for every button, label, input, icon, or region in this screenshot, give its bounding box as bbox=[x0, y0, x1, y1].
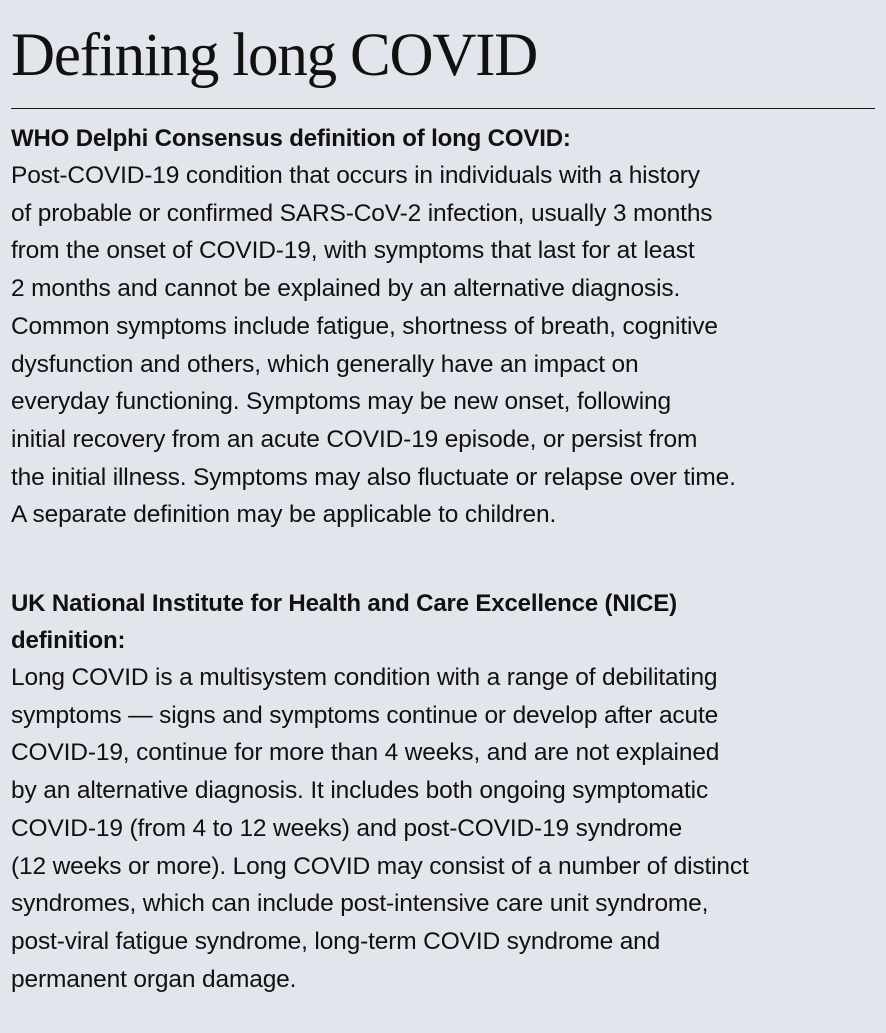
who-definition-section bbox=[11, 120, 878, 534]
nice-definition-text bbox=[11, 659, 878, 998]
who-text-line: A separate definition may be applicable to children. bbox=[11, 501, 557, 529]
who-text-line: dysfunction and others, which generally have an impact on bbox=[11, 350, 639, 378]
nice-text-line: symptoms — signs and symptoms continue or develop after acute bbox=[11, 701, 719, 729]
nice-text-line: by an alternative diagnosis. It includes both ongoing symptomatic bbox=[11, 777, 709, 805]
who-text-line: of probable or confirmed SARS-CoV-2 infection, usually 3 months bbox=[11, 199, 713, 227]
who-text-line: Common symptoms include fatigue, shortness of breath, cognitive bbox=[11, 312, 718, 340]
who-heading: WHO Delphi Consensus definition of long COVID: bbox=[11, 125, 571, 152]
nice-text-line: COVID-19 (from 4 to 12 weeks) and post-COVID-19 syndrome bbox=[11, 814, 683, 842]
who-definition-text bbox=[11, 157, 878, 534]
title-divider bbox=[11, 108, 875, 109]
nice-heading-line: UK National Institute for Health and Care Excellence (NICE) bbox=[11, 590, 677, 617]
nice-text-line: (12 weeks or more). Long COVID may consist of a number of distinct bbox=[11, 852, 749, 880]
who-text-line: initial recovery from an acute COVID-19 episode, or persist from bbox=[11, 425, 698, 453]
nice-text-line: COVID-19, continue for more than 4 weeks, and are not explained bbox=[11, 739, 720, 767]
nice-text-line: syndromes, which can include post-intensive care unit syndrome, bbox=[11, 890, 709, 918]
who-text-line: Post-COVID-19 condition that occurs in individuals with a history bbox=[11, 162, 700, 189]
nice-heading-line: definition: bbox=[11, 627, 126, 654]
who-text-line: everyday functioning. Symptoms may be new onset, following bbox=[11, 388, 671, 416]
who-text-line: from the onset of COVID-19, with symptoms that last for at least bbox=[11, 237, 695, 265]
who-text-line: 2 months and cannot be explained by an alternative diagnosis. bbox=[11, 275, 681, 303]
nice-text-line: Long COVID is a multisystem condition with a range of debilitating bbox=[11, 664, 718, 691]
nice-text-line: post-viral fatigue syndrome, long-term COVID syndrome and bbox=[11, 927, 661, 955]
who-text-line: the initial illness. Symptoms may also fluctuate or relapse over time. bbox=[11, 463, 736, 491]
nice-heading bbox=[11, 585, 878, 659]
page-title: Defining long COVID bbox=[11, 22, 538, 89]
nice-definition-section bbox=[11, 585, 878, 998]
nice-text-line: permanent organ damage. bbox=[11, 965, 297, 993]
